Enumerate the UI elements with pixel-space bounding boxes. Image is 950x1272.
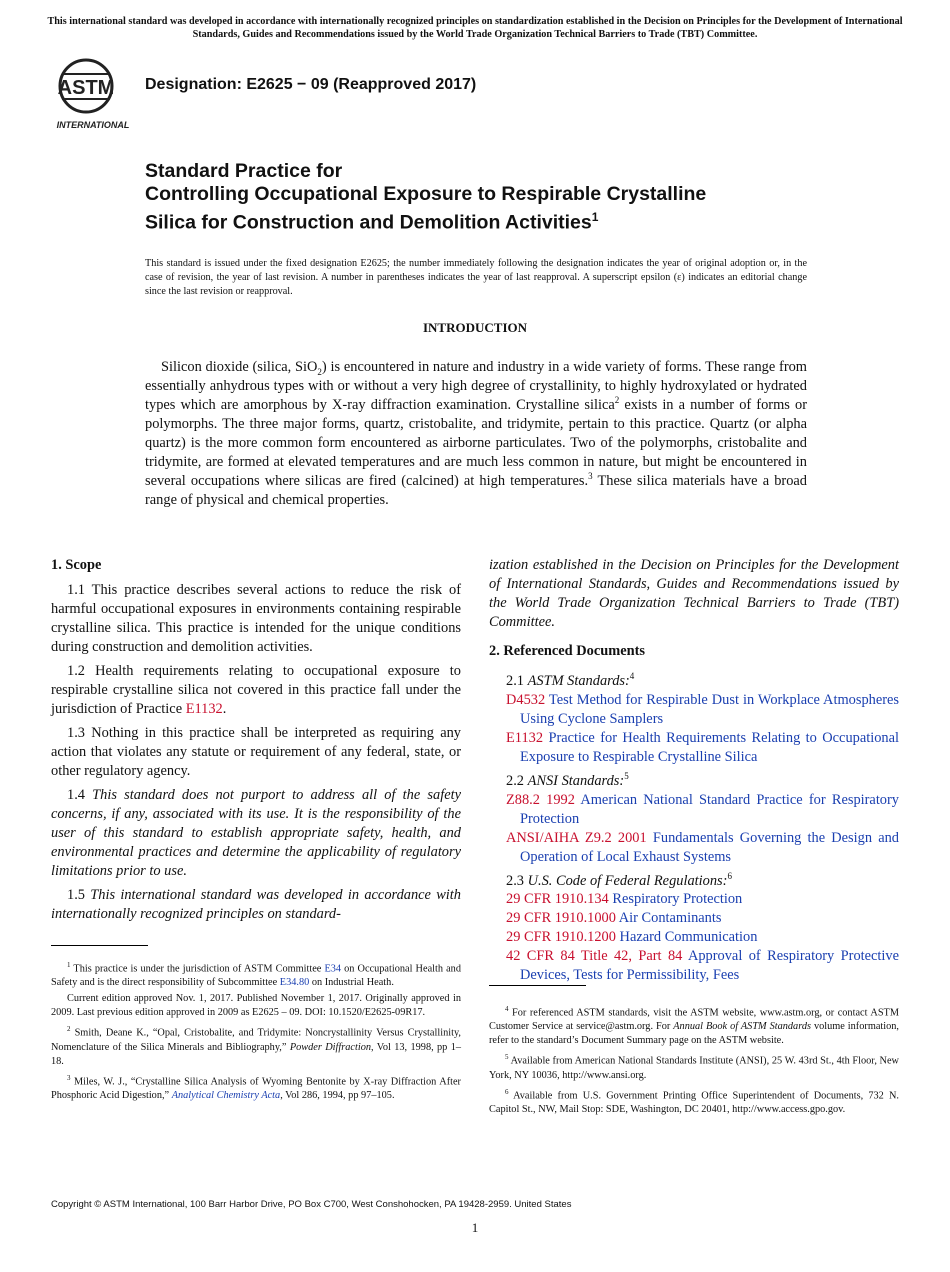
- section-1-5-continued: ization established in the Decision on Principles for the Development of International Standards, Guides and Recommendations issued by the World Trade Organization Technical Barriers to Trade (TBT) Committee.: [489, 557, 899, 630]
- ref-cfr-42-84[interactable]: 42 CFR 84 Title 42, Part 84 Approval of Respiratory Protective Devices, Tests for Permissibility, Fees: [506, 948, 899, 984]
- issue-note: This standard is issued under the fixed designation E2625; the number immediately following the designation indicates the year of original adoption or, in the case of revision, the year of last revision. A number in parentheses indicates the year of last reapproval. A superscript epsilon (ε) indicates an editorial change since the last revision or reapproval.: [145, 258, 807, 297]
- ref-e1132[interactable]: E1132 Practice for Health Requirements Relating to Occupational Exposure to Respirable Crystalline Silica: [506, 729, 899, 765]
- footnote-divider-left: [51, 945, 148, 946]
- footnote-6: $^6$ Available from U.S. Government Printing Office Superintendent of Documents, 732 N. Capitol St., NW, Mail Stop: SDE, Washington, DC 20401, http://www.access.gpo.gov.: [489, 1087, 899, 1116]
- footnotes-right: [489, 1002, 899, 1119]
- ref-d4532[interactable]: D4532 Test Method for Respirable Dust in Workplace Atmospheres Using Cyclone Samplers: [506, 691, 899, 727]
- link-e34[interactable]: E34: [324, 963, 342, 975]
- footnote-3: $^3$ Miles, W. J., “Crystalline Silica Analysis of Wyoming Bentonite by X-ray Diffraction After Phosphoric Acid Digestion,” Analytical Chemistry Acta, Vol 286, 1994, pp 97–105.: [51, 1073, 461, 1102]
- right-column: [489, 556, 899, 985]
- footnote-1-edition: Current edition approved Nov. 1, 2017. Published November 1, 2017. Originally approved in 2009. Last previous edition approved in 2009 as E2625 – 09. DOI: 10.1520/E2625-09R17.: [51, 993, 461, 1019]
- section-1-5: 1.5 This international standard was developed in accordance with internationally recognized principles on standard-: [51, 887, 461, 922]
- copyright: Copyright © ASTM International, 100 Barr Harbor Drive, PO Box C700, West Conshohocken, PA 19428-2959. United States: [51, 1199, 572, 1210]
- astm-standards-label: 2.1 ASTM Standards:$^4$: [506, 671, 635, 689]
- footnote-4: $^4$ For referenced ASTM standards, visit the ASTM website, www.astm.org, or contact ASTM Customer Service at service@astm.org. For Annual Book of ASTM Standards volume information, refer to the standard’s Document Summary page on the ASTM website.: [489, 1005, 899, 1047]
- section-1-4: 1.4 This standard does not purport to address all of the safety concerns, if any, associated with its use. It is the responsibility of the user of this standard to establish appropriate safety, health, and environmental practices and determine the applicability of regulatory limitations prior to use.: [51, 787, 461, 879]
- designation: Designation: E2625 − 09 (Reapproved 2017): [145, 76, 477, 93]
- title-line-3: Silica for Construction and Demolition Activities$^1$: [145, 210, 599, 234]
- left-column: [51, 556, 461, 929]
- document-title: [145, 160, 845, 235]
- footnote-5: $^5$ Available from American National Standards Institute (ANSI), 25 W. 43rd St., 4th Floor, New York, NY 10036, http://www.ansi.org.: [489, 1053, 899, 1081]
- footnote-2: $^2$ Smith, Deane K., “Opal, Cristobalite, and Tridymite: Noncrystallinity Versus Crystallinity, Nomenclature of the Silica Minerals and Bibliography,” Powder Diffraction, Vol 13, 1998, pp 1–18.: [51, 1025, 462, 1067]
- ref-z9-2[interactable]: ANSI/AIHA Z9.2 2001 Fundamentals Governing the Design and Operation of Local Exhaust Systems: [506, 829, 899, 865]
- section-1-3: 1.3 Nothing in this practice shall be interpreted as requiring any action that violates any statute or requirement of any federal, state, or other regulatory agency.: [51, 725, 461, 779]
- introduction-text: Silicon dioxide (silica, SiO$_2$) is encountered in nature and industry in a wide variety of forms. These range from essentially anhydrous types with or without a very high degree of crystallinity, to highly hydroxylated or hydrated types which are amorphous by X-ray diffraction examination. Crystalline silica$^2$ exists in a number of forms or polymorphs. The three major forms, quartz, cristobalite, and tridymite, pertain to this practice. Quartz (or alpha quartz) is the more common form encountered as airborne particulates. Two of the polymorphs, cristobalite and tridymite, are formed at elevated temperatures and are much less common in nature, but might be encountered in several occupations where silicas are fired (calcined) at high temperatures.$^3$ These silica materials have a broad range of physical and chemical properties.: [145, 359, 808, 508]
- scope-heading: 1. Scope: [51, 557, 102, 573]
- link-e1132[interactable]: E1132: [185, 701, 223, 717]
- footnote-1: $^1$ This practice is under the jurisdiction of ASTM Committee E34 on Occupational Health and Safety and is the direct responsibility of Subcommittee E34.80 on Industrial Heath.: [51, 961, 461, 989]
- astm-logo: [52, 56, 134, 132]
- section-1-1: 1.1 This practice describes several actions to reduce the risk of harmful occupational exposures in environments containing respirable crystalline silica. This practice is intended for the unique conditions during construction and demolition activities.: [51, 582, 461, 655]
- ref-z88-2[interactable]: Z88.2 1992 American National Standard Practice for Respiratory Protection: [506, 791, 899, 827]
- introduction-heading: INTRODUCTION: [422, 320, 527, 335]
- ref-cfr-1910-134[interactable]: 29 CFR 1910.134 Respiratory Protection: [506, 891, 743, 908]
- logo-subtext: INTERNATIONAL: [56, 120, 130, 130]
- title-line-2: Controlling Occupational Exposure to Respirable Crystalline: [145, 183, 707, 205]
- page-number: 1: [471, 1220, 479, 1235]
- title-footnote-mark: 1: [591, 210, 599, 224]
- section-1-2: 1.2 Health requirements relating to occupational exposure to respirable crystalline silica not covered in this practice fall under the jurisdiction of Practice E1132.: [51, 663, 461, 717]
- ansi-standards-label: 2.2 ANSI Standards:$^5$: [506, 770, 629, 789]
- logo-text: ASTM: [57, 77, 115, 99]
- link-analytical-chemistry-acta[interactable]: Analytical Chemistry Acta: [171, 1090, 281, 1102]
- footnotes-left: [51, 958, 461, 1105]
- link-e34-80[interactable]: E34.80: [279, 977, 310, 989]
- header-notice: This international standard was developed in accordance with internationally recognized principles on standardization established in the Decision on Principles for the Development of International Standards, Guides and Recommendations issued by the World Trade Organization Technical Barriers to Trade (TBT) Committee.: [47, 16, 903, 40]
- title-line-1: Standard Practice for: [145, 160, 343, 182]
- referenced-documents-heading: 2. Referenced Documents: [489, 643, 645, 659]
- ref-cfr-1910-1200[interactable]: 29 CFR 1910.1200 Hazard Communication: [506, 929, 758, 946]
- ref-cfr-1910-1000[interactable]: 29 CFR 1910.1000 Air Contaminants: [506, 910, 722, 927]
- footnote-divider-right: [489, 985, 586, 986]
- cfr-label: 2.3 U.S. Code of Federal Regulations:$^6$: [506, 870, 732, 889]
